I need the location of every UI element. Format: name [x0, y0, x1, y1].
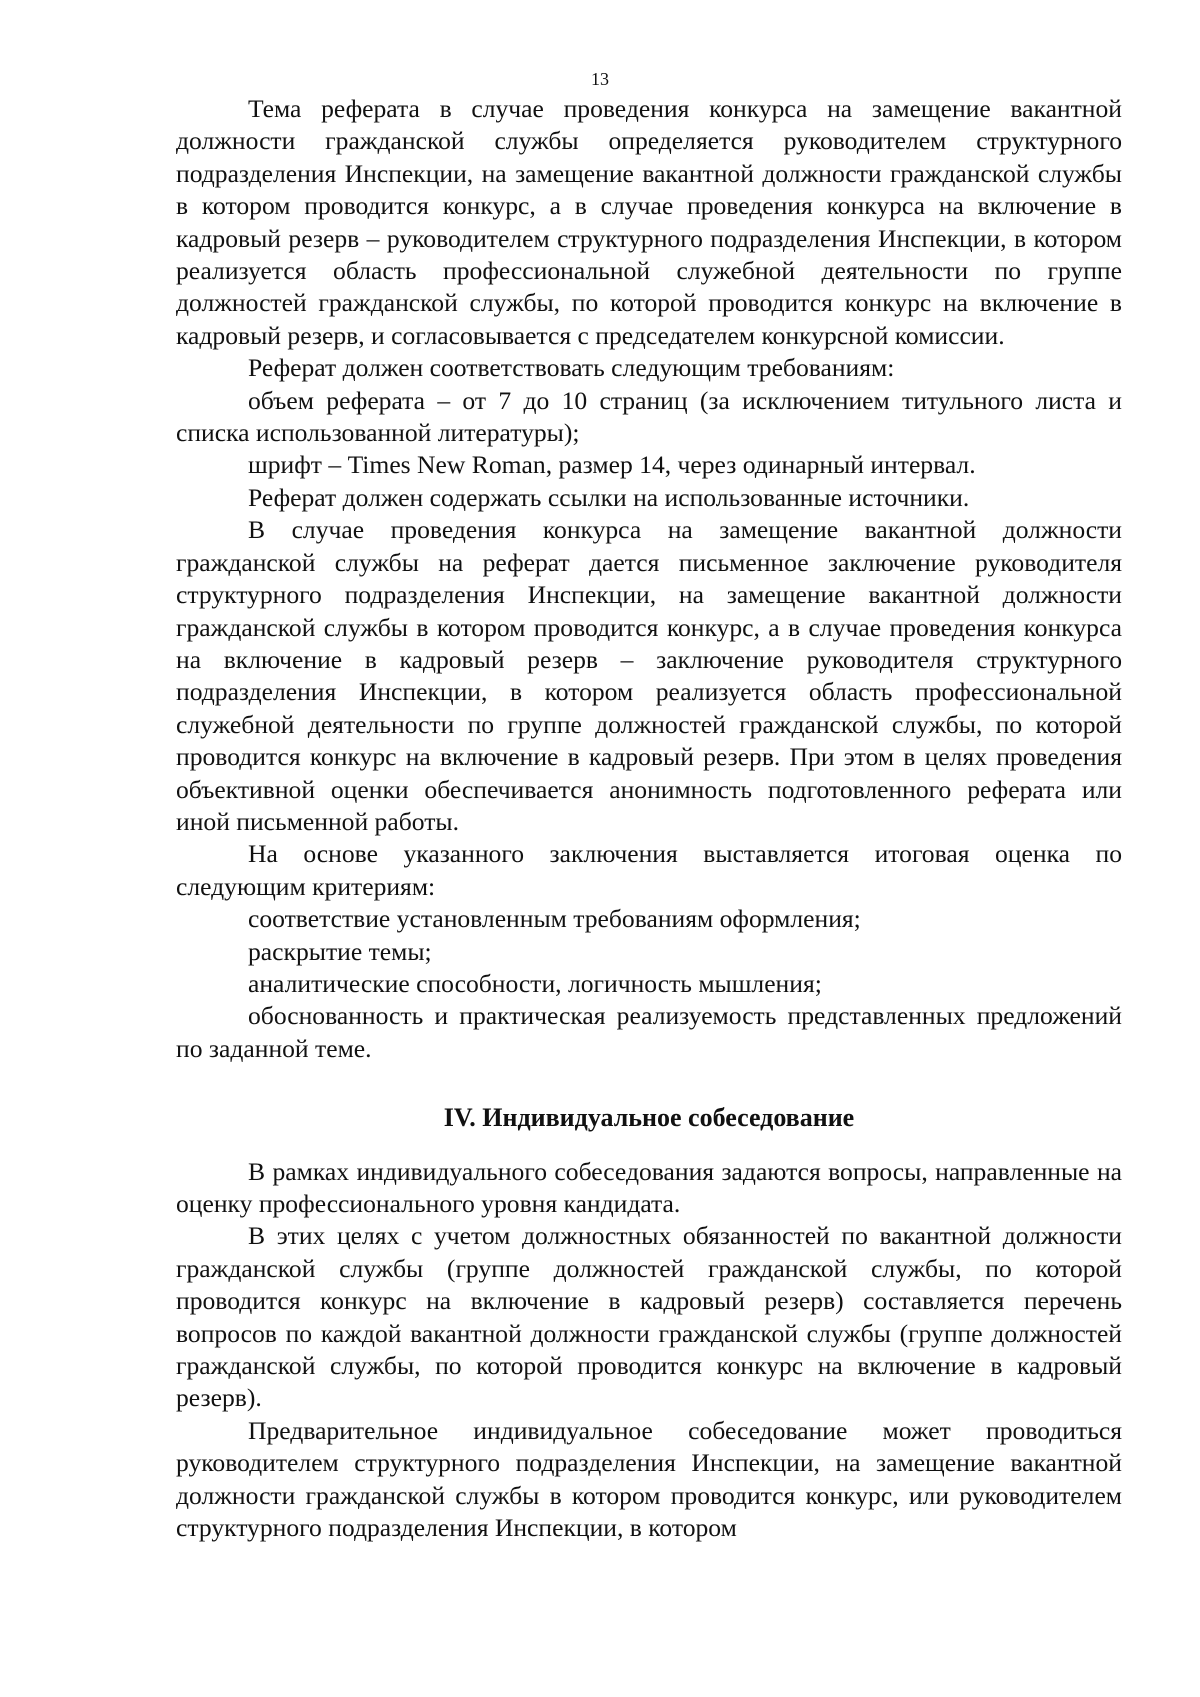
paragraph-essay-requirements-intro: Реферат должен соответствовать следующим требованиям: [248, 353, 895, 383]
paragraph-essay-conclusion: В случае проведения конкурса на замещение вакантной должности гражданской службы на реферат дается письменное заключение руководителя структурного подразделения Инспекции, на замещение вакантной должности гражданской службы в котором проводится конкурс, а в случае проведения конкурса на включение в кадровый резерв – заключение руководителя структурного подразделения Инспекции, в котором реализуется область профессиональной служебной деятельности по группе должностей гражданской службы, по которой проводится конкурс на включение в кадровый резерв. При этом в целях проведения объективной оценки обеспечивается анонимность подготовленного реферата или иной письменной работы. [176, 515, 1122, 836]
paragraph-essay-references: Реферат должен содержать ссылки на использованные источники. [248, 482, 970, 512]
paragraph-essay-font: шрифт – Times New Roman, размер 14, через одинарный интервал. [248, 450, 976, 480]
paragraph-preliminary-interview: Предварительное индивидуальное собеседование может проводиться руководителем структурного подразделения Инспекции, на замещение вакантной должности гражданской службы в котором проводится конкурс, или руководителем структурного подразделения Инспекции, в котором [176, 1415, 1122, 1543]
paragraph-criteria-intro: На основе указанного заключения выставляется итоговая оценка по следующим критериям: [176, 839, 1122, 901]
paragraph-interview-question-list: В этих целях с учетом должностных обязанностей по вакантной должности гражданской службы (группе должностей гражданской службы, по которой проводится конкурс на включение в кадровый резерв) составляется перечень вопросов по каждой вакантной должности гражданской службы (группе должностей гражданской службы, по которой проводится конкурс на включение в кадровый резерв). [176, 1221, 1122, 1413]
paragraph-criterion-analytics: аналитические способности, логичность мышления; [248, 968, 822, 998]
paragraph-criterion-topic: раскрытие темы; [248, 936, 432, 966]
paragraph-essay-topic: Тема реферата в случае проведения конкурса на замещение вакантной должности гражданской службы определяется руководителем структурного подразделения Инспекции, на замещение вакантной должности гражданской службы в котором проводится конкурс, а в случае проведения конкурса на включение в кадровый резерв – руководителем структурного подразделения Инспекции, в котором реализуется область профессиональной служебной деятельности по группе должностей гражданской службы, по которой проводится конкурс на включение в кадровый резерв, и согласовывается с председателем конкурсной комиссии. [176, 94, 1122, 350]
paragraph-interview-questions: В рамках индивидуального собеседования задаются вопросы, направленные на оценку профессионального уровня кандидата. [176, 1156, 1122, 1218]
paragraph-criterion-formatting: соответствие установленным требованиям оформления; [248, 904, 861, 934]
document-body [176, 93, 1122, 1544]
paragraph-essay-volume: объем реферата – от 7 до 10 страниц (за исключением титульного листа и списка использованной литературы); [176, 385, 1122, 448]
paragraph-criterion-feasibility: обоснованность и практическая реализуемость представленных предложений по заданной теме. [176, 1001, 1122, 1063]
page-number: 13 [591, 69, 609, 89]
section-heading-interview: IV. Индивидуальное собеседование [443, 1103, 855, 1133]
